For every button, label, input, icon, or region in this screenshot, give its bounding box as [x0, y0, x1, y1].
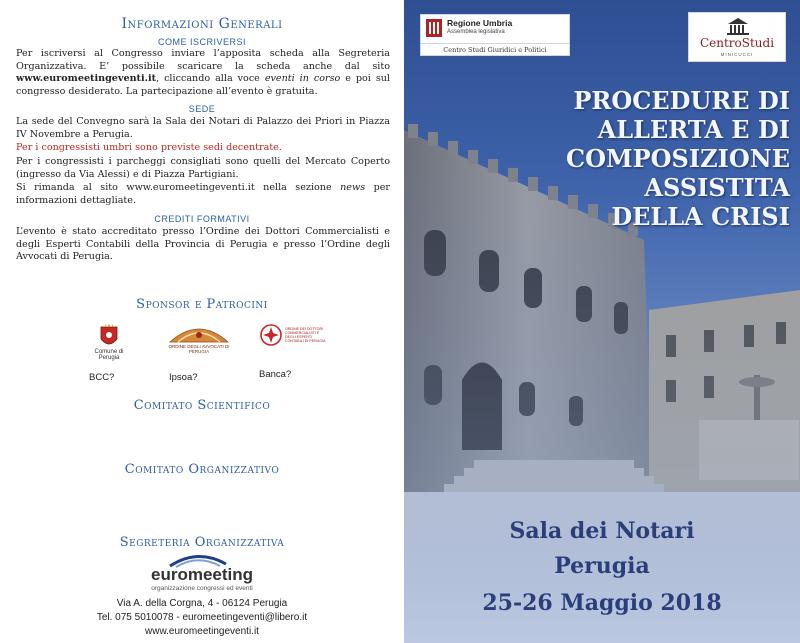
parcheggi-paragraph: Per i congressisti i parcheggi consigliati sono quelli del Mercato Coperto (ingresso da Via Alessi) e di Piazza Partigiani. — [16, 156, 390, 180]
iscrizione-site-link[interactable]: www.euromeetingeventi.it — [16, 73, 157, 85]
sponsor-ipsoa: Ipsoa? — [169, 372, 198, 383]
comitato-scientifico-title: Comitato Scientifico — [133, 398, 271, 413]
rimanda-paragraph — [16, 182, 390, 207]
sede-red-note: Per i congressisti umbri sono previste sedi decentrate. — [16, 142, 282, 153]
regione-name: Regione Umbria — [447, 18, 513, 28]
website-line[interactable]: www.euromeetingeventi.it — [145, 626, 259, 637]
centro-studi-logo — [688, 12, 786, 62]
venue-city: Perugia — [554, 553, 650, 579]
event-date: 25-26 Maggio 2018 — [482, 590, 722, 616]
sponsor-banca: Banca? — [259, 369, 292, 380]
iscrizione-text-2: , cliccando alla voce — [156, 73, 265, 85]
title-line-1: PROCEDURE DI — [573, 86, 790, 115]
centro-studi-sub: MINICUCCI — [720, 52, 754, 57]
comune-label: Comune di Perugia — [94, 349, 124, 361]
iscrizione-text-3: e poi sul congresso desiderato. La partecipazione all’evento è gratuita. — [16, 73, 390, 97]
euromeeting-logo — [120, 552, 284, 594]
odcec-label: ORDINE DEI DOTTORI COMMERCIALISTI E DEGLI ESPERTI CONTABILI DI PERUGIA — [285, 326, 326, 344]
centro-studi-wordmark: CentroStudi — [699, 36, 775, 50]
info-title: Informazioni Generali — [121, 16, 283, 32]
title-line-5: DELLA CRISI — [611, 202, 790, 231]
iscrizione-paragraph — [16, 48, 390, 98]
crediti-paragraph: L’evento è stato accreditato presso l’Ordine dei Dottori Commercialisti e degli Esperti Contabili della Provincia di Perugia e presso l’Ordine degli Avvocati di Perugia. — [16, 226, 390, 263]
rimanda-text-2: per informazioni dettagliate. — [16, 182, 390, 206]
ordine-avvocati-label: ORDINE DEGLI AVVOCATI DI PERUGIA — [168, 344, 230, 354]
centro-studi-building-icon — [725, 16, 751, 36]
ordine-avvocati-logo — [163, 322, 235, 354]
euromeeting-tagline: organizzazione congressi ed eventi — [151, 585, 253, 592]
odcec-logo — [260, 324, 330, 346]
eventi-in-corso: eventi in corso — [264, 73, 341, 85]
sponsor-bcc: BCC? — [89, 372, 115, 383]
title-line-4: ASSISTITA — [644, 173, 790, 202]
sede-heading: SEDE — [188, 104, 216, 114]
comune-perugia-logo — [84, 323, 134, 361]
title-line-2: ALLERTA E DI — [597, 115, 790, 144]
ordine-avvocati-emblem-icon — [168, 322, 230, 344]
regione-umbria-logo — [420, 14, 570, 56]
iscrizione-text-1: Per iscriversi al Congresso inviare l’apposita scheda alla Segreteria Organizzativa. E’ possibile scaricare la scheda anche dal sito — [16, 48, 390, 72]
sponsor-title: Sponsor e Patrocini — [136, 297, 268, 312]
sede-paragraph: La sede del Convegno sarà la Sala dei Notari di Palazzo dei Priori in Piazza IV Novembre a Perugia. — [16, 116, 390, 140]
come-iscriversi-heading: COME ISCRIVERSI — [157, 37, 246, 47]
venue-name: Sala dei Notari — [509, 518, 695, 544]
comune-crest-icon — [99, 323, 119, 349]
news-word: news — [340, 182, 366, 193]
address-line: Via A. della Corgna, 4 - 06124 Perugia — [116, 598, 288, 609]
title-line-3: COMPOSIZIONE — [566, 144, 790, 173]
regione-sub: Assemblea legislativa — [447, 29, 505, 35]
segreteria-title: Segreteria Organizzativa — [119, 535, 285, 550]
centro-giuridici-label: Centro Studi Giuridici e Politici — [421, 43, 569, 54]
regione-emblem-icon — [426, 19, 442, 37]
odcec-emblem-icon — [260, 324, 282, 346]
crediti-heading: CREDITI FORMATIVI — [154, 214, 250, 224]
event-title — [490, 86, 790, 231]
euromeeting-wordmark: euromeeting — [150, 565, 254, 584]
comitato-organizzativo-title: Comitato Organizzativo — [124, 462, 280, 477]
right-panel — [404, 0, 800, 643]
rimanda-text-1: Si rimanda al sito www.euromeetingeventi.it nella sezione — [16, 182, 341, 193]
tel-email-line: Tel. 075 5010078 - euromeetingeventi@libero.it — [96, 612, 308, 623]
